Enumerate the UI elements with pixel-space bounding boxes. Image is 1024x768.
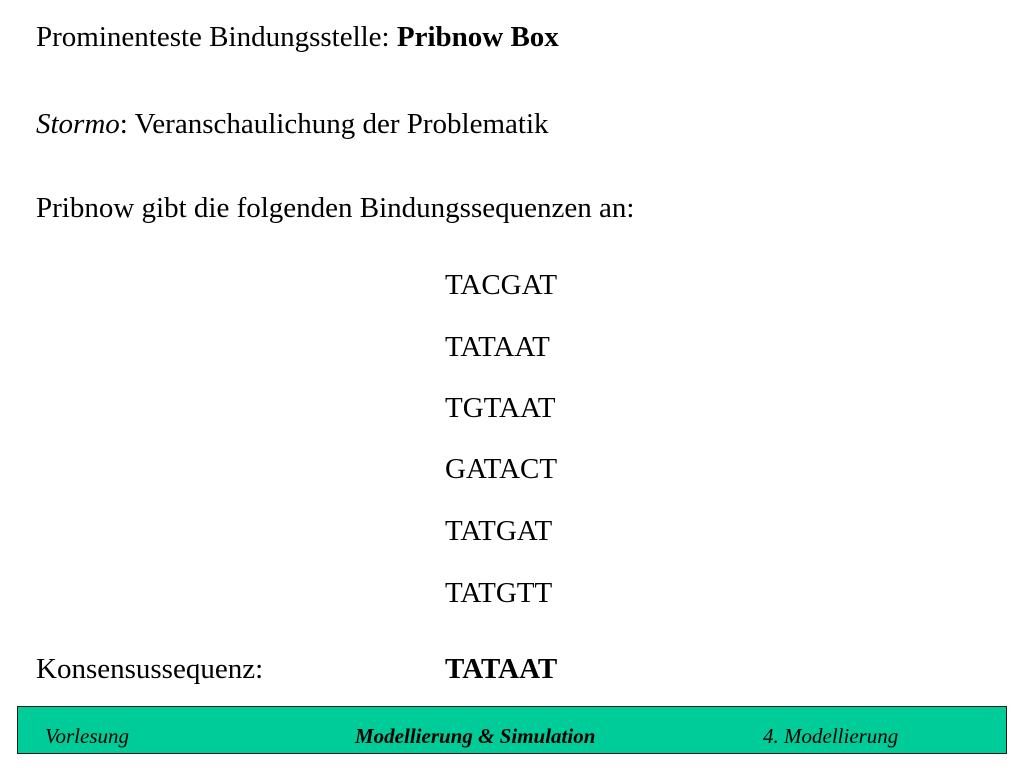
stormo-name: Stormo [36,108,120,140]
footer-bar [17,706,1007,754]
sequence-item: TATGAT [445,515,553,547]
sequence-item: TGTAAT [445,392,556,424]
pribnow-box-term: Pribnow Box [396,21,559,53]
sequences-intro: Pribnow gibt die folgenden Bindungssequenzen an: [36,192,635,224]
binding-site-label: Prominenteste Bindungsstelle: [36,21,397,53]
sequence-item: TATGTT [445,577,553,609]
stormo-description: : Veranschaulichung der Problematik [119,108,549,140]
consensus-value: TATAAT [445,653,558,685]
sequence-item: TACGAT [445,269,558,301]
footer-course-title: Modellierung & Simulation [355,724,596,748]
footer-lecture: Vorlesung [45,724,129,748]
stormo-line [36,106,549,142]
footer-chapter: 4. Modellierung [763,724,899,748]
consensus-label: Konsensussequenz: [36,653,264,685]
heading-binding-site [36,19,559,55]
sequence-item: GATACT [445,453,558,485]
sequence-item: TATAAT [445,331,550,363]
